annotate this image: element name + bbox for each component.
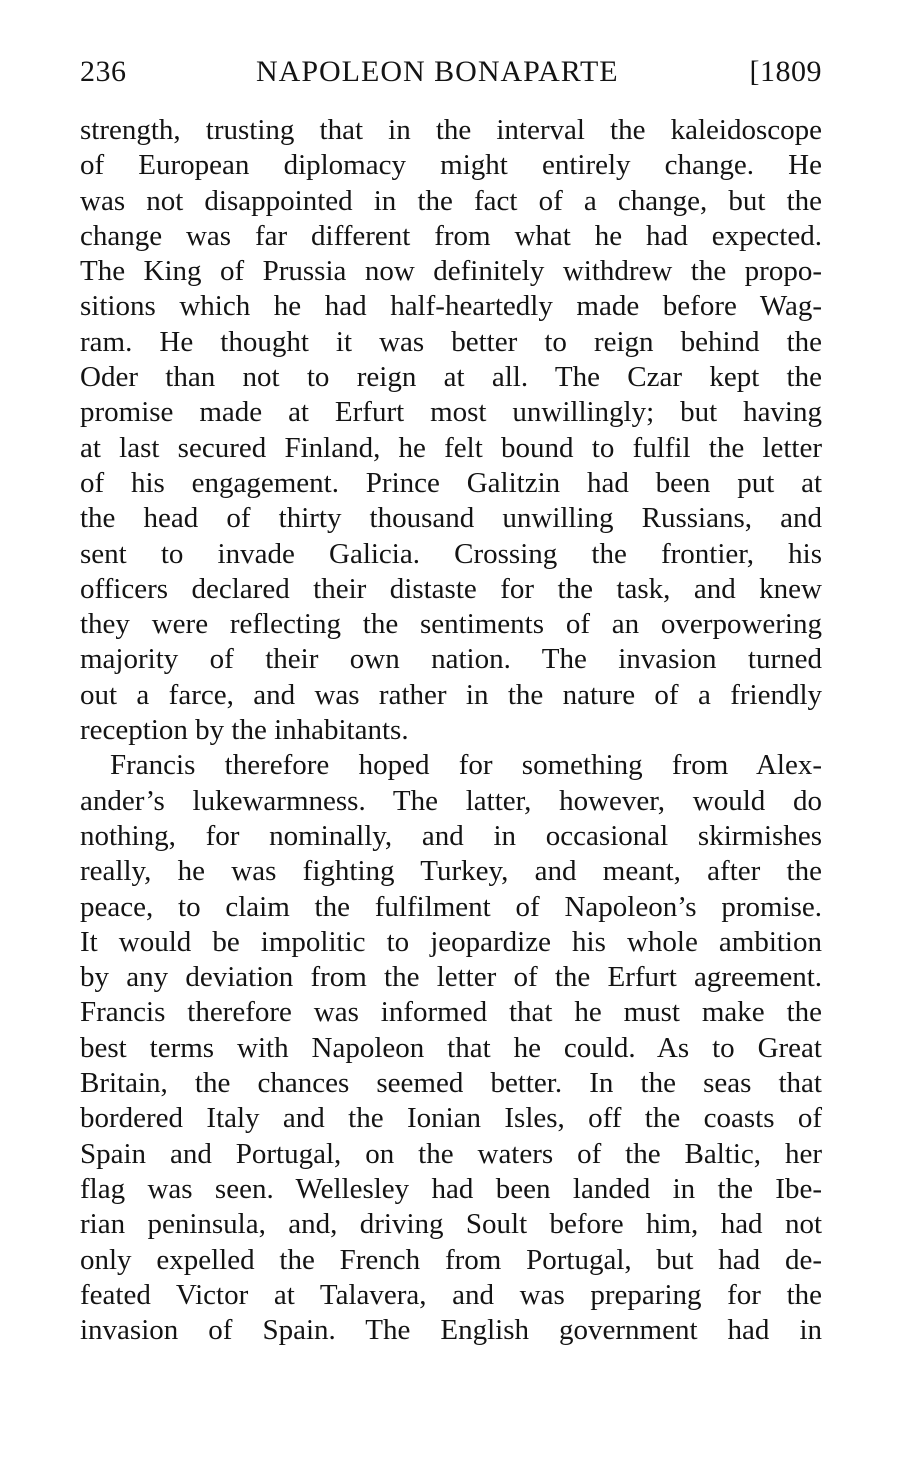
text-line: Oder than not to reign at all. The Czar kept the [80, 361, 822, 394]
text-line: flag was seen. Wellesley had been landed in the Ibe- [80, 1172, 822, 1205]
text-line: Spain and Portugal, on the waters of the Baltic, her [80, 1137, 822, 1170]
text-line: Francis therefore hoped for something from Alex- [110, 749, 822, 782]
text-line: majority of their own nation. The invasion turned [80, 643, 822, 676]
year-marker: [1809 [749, 55, 822, 88]
text-line: strength, trusting that in the interval the kaleidoscope [80, 114, 822, 146]
text-line: Britain, the chances seemed better. In the seas that [80, 1067, 822, 1100]
running-head [80, 52, 822, 92]
text-line: sitions which he had half-heartedly made before Wag- [80, 290, 822, 323]
text-line: The King of Prussia now definitely withdrew the propo- [80, 255, 822, 288]
text-line: sent to invade Galicia. Crossing the frontier, his [80, 537, 822, 570]
text-line: out a farce, and was rather in the nature of a friendly [80, 678, 822, 711]
text-line: peace, to claim the fulfilment of Napoleon’s promise. [80, 890, 822, 923]
text-line: the head of thirty thousand unwilling Russians, and [80, 502, 822, 535]
text-line: It would be impolitic to jeopardize his whole ambition [80, 925, 822, 958]
text-line: nothing, for nominally, and in occasional skirmishes [80, 819, 822, 852]
paragraph-1 [80, 113, 822, 748]
text-line: Francis therefore was informed that he must make the [80, 996, 822, 1029]
paragraph-2 [80, 748, 822, 1348]
running-title: NAPOLEON BONAPARTE [256, 55, 619, 88]
text-line: only expelled the French from Portugal, but had de- [80, 1243, 822, 1276]
text-line: change was far different from what he had expected. [80, 219, 822, 252]
text-line: rian peninsula, and, driving Soult before him, had not [80, 1208, 822, 1241]
page-number: 236 [80, 55, 127, 88]
text-line: invasion of Spain. The English government had in [80, 1314, 822, 1347]
text-line: reception by the inhabitants. [80, 714, 409, 747]
text-line: feated Victor at Talavera, and was preparing for the [80, 1278, 822, 1311]
text-line: was not disappointed in the fact of a change, but the [80, 184, 822, 217]
text-line: bordered Italy and the Ionian Isles, off the coasts of [80, 1102, 822, 1135]
text-line: best terms with Napoleon that he could. As to Great [80, 1031, 822, 1064]
text-line: officers declared their distaste for the task, and knew [80, 572, 822, 605]
text-line: at last secured Finland, he felt bound to fulfil the letter [80, 431, 822, 464]
text-line: of European diplomacy might entirely change. He [80, 149, 822, 182]
text-line: promise made at Erfurt most unwillingly; but having [80, 396, 822, 429]
text-line: they were reflecting the sentiments of an overpowering [80, 608, 822, 641]
text-line: really, he was fighting Turkey, and meant, after the [80, 855, 822, 888]
text-line: ander’s lukewarmness. The latter, however, would do [80, 784, 822, 817]
text-line: ram. He thought it was better to reign behind the [80, 325, 822, 358]
text-line: by any deviation from the letter of the Erfurt agreement. [80, 961, 822, 994]
text-line: of his engagement. Prince Galitzin had been put at [80, 466, 822, 499]
body-text [80, 113, 822, 1348]
